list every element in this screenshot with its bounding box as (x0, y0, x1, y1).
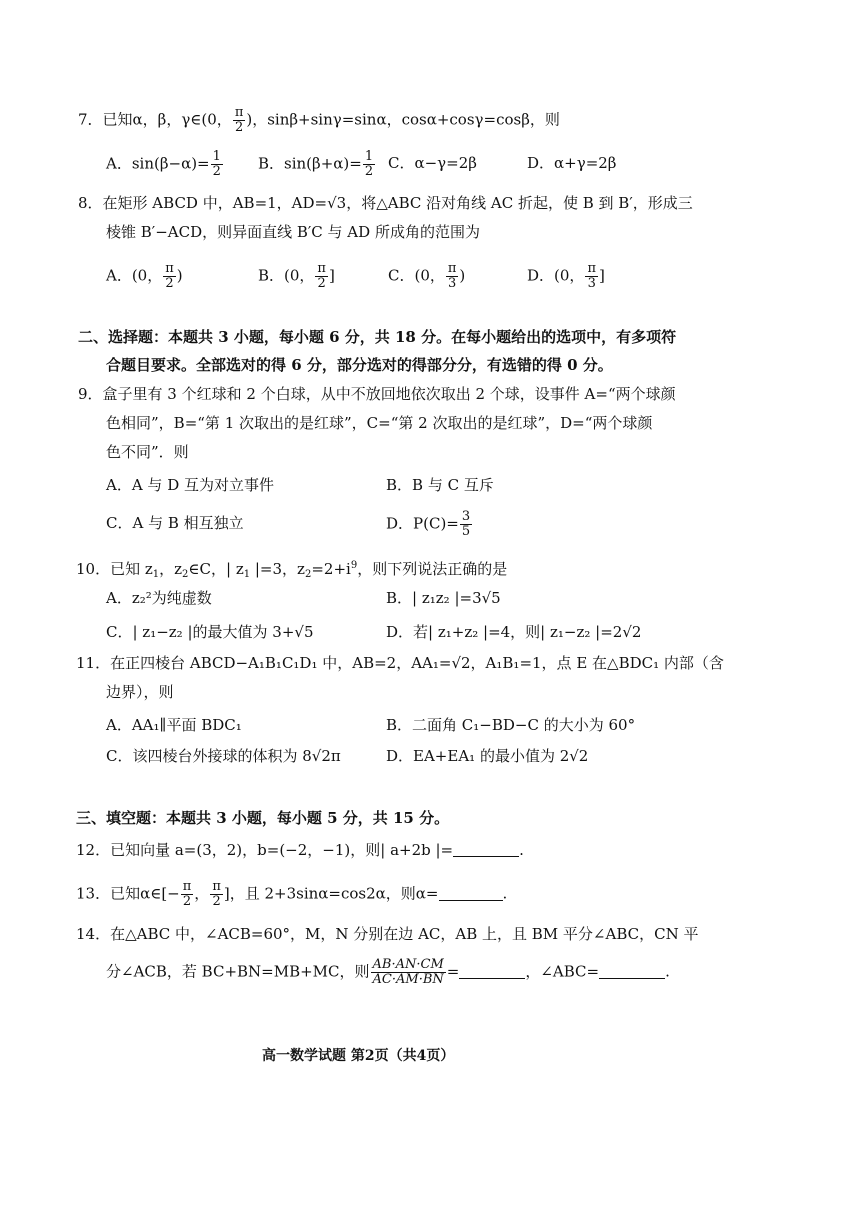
q8-stem-line1: 8．在矩形 ABCD 中，AB=1，AD=√3，将△ABC 沿对角线 AC 折起，使 B 到 B′，形成三 (78, 194, 693, 212)
fraction: $\frac{3}{5}$ (461, 509, 471, 539)
q8-stem-line2: 棱锥 B′−ACD，则异面直线 B′C 与 AD 所成角的范围为 (106, 223, 480, 241)
q11-stem-line2: 边界），则 (106, 683, 174, 701)
q10-option-d: D．若| z₁+z₂ |=4，则| z₁−z₂ |=2√2 (386, 623, 642, 641)
q11-option-a: A．AA₁∥平面 BDC₁ (106, 716, 242, 734)
fraction: $\frac{\pi}{2}$ (212, 879, 221, 909)
fraction: $\frac{\pi}{2}$ (317, 261, 326, 291)
q10-option-c: C．| z₁−z₂ |的最大值为 3+√5 (106, 623, 314, 641)
q11-option-b: B．二面角 C₁−BD−C 的大小为 60° (386, 716, 636, 734)
q9-option-c: C．A 与 B 相互独立 (106, 514, 244, 532)
q9-option-b: B．B 与 C 互斥 (386, 476, 494, 494)
q9-option-d: D．P(C)= $\frac{3}{5}$ (386, 509, 471, 539)
section2-heading-line2: 合题目要求。全部选对的得 6 分，部分选对的得部分分，有选错的得 0 分。 (106, 356, 613, 374)
q7-option-c: C．α−γ=2β (388, 154, 477, 172)
answer-blank[interactable] (459, 964, 525, 979)
q8-option-d: D．(0， $\frac{\pi}{3}$ ] (527, 261, 605, 291)
q9-stem-line1: 9．盒子里有 3 个红球和 2 个白球，从中不放回地依次取出 2 个球，设事件 A=“两个球颜 (78, 385, 676, 403)
answer-blank[interactable] (439, 886, 503, 901)
page-footer: 高一数学试题 第2页（共4页） (262, 1048, 455, 1064)
q13: 13．已知α∈[− $\frac{\pi}{2}$ ， $\frac{\pi}{2}$ ]，且 2+3sinα=cos2α，则α= . (76, 879, 508, 909)
q8-option-b: B．(0， $\frac{\pi}{2}$ ] (258, 261, 335, 291)
answer-blank[interactable] (453, 842, 519, 857)
q7-option-b: B．sin(β+α)= $\frac{1}{2}$ (258, 149, 374, 179)
q9-stem-line3: 色不同”．则 (106, 443, 189, 461)
q7-option-a: A．sin(β−α)= $\frac{1}{2}$ (106, 149, 221, 179)
q10-option-b: B．| z₁z₂ |=3√5 (386, 589, 501, 607)
section3-heading: 三、填空题：本题共 3 小题，每小题 5 分，共 15 分。 (76, 809, 450, 827)
fraction: $\frac{\pi}{3}$ (447, 261, 457, 291)
fraction: $\frac{\pi}{3}$ (587, 261, 596, 291)
q11-option-c: C．该四棱台外接球的体积为 8√2π (106, 747, 341, 765)
q11-option-d: D．EA+EA₁ 的最小值为 2√2 (386, 747, 589, 765)
q10-stem: 10．已知 $z_1$，$z_2\in C$，| $z_1$ |=3，$z_2=2+i^9$，则下列说法正确的是 (76, 560, 508, 580)
q14-stem-line1: 14．在△ABC 中，∠ACB=60°，M，N 分别在边 AC，AB 上，且 BM 平分∠ABC，CN 平 (76, 925, 699, 943)
q14-stem-line2: 分∠ACB，若 BC+BN=MB+MC，则 $\frac{AB\cdot AN\cdot CM}{AC\cdot AM\cdot BN}$ = ，∠ABC= . (106, 957, 670, 987)
q9-stem-line2: 色相同”，B=“第 1 次取出的是红球”，C=“第 2 次取出的是红球”，D=“两个球颜 (106, 414, 653, 432)
fraction: $\frac{\pi}{2}$ (165, 261, 174, 291)
q11-stem-line1: 11．在正四棱台 ABCD−A₁B₁C₁D₁ 中，AB=2，AA₁=√2，A₁B₁=1，点 E 在△BDC₁ 内部（含 (76, 654, 724, 672)
fraction: $\frac{\pi}{2}$ (182, 879, 192, 909)
q7-option-d: D．α+γ=2β (527, 154, 617, 172)
q7-stem: 7．已知α，β，γ∈(0， $\frac{\pi}{2}$ )，sinβ+sinγ=sinα，cosα+cosγ=cosβ，则 (78, 105, 560, 135)
section2-heading-line1: 二、选择题：本题共 3 小题，每小题 6 分，共 18 分。在每小题给出的选项中，有多项符 (78, 328, 677, 346)
q12: 12．已知向量 a=(3，2)，b=(−2，−1)，则| a+2b |= . (76, 841, 524, 859)
fraction: $\frac{AB\cdot AN\cdot CM}{AC\cdot AM\cdot BN}$ (372, 957, 444, 987)
fraction: $\frac{1}{2}$ (364, 149, 374, 179)
q8-option-c: C．(0， $\frac{\pi}{3}$ ) (388, 261, 466, 291)
answer-blank[interactable] (599, 964, 665, 979)
fraction: $\frac{1}{2}$ (212, 149, 221, 179)
q8-option-a: A．(0， $\frac{\pi}{2}$ ) (106, 261, 183, 291)
q9-option-a: A．A 与 D 互为对立事件 (106, 476, 274, 494)
q10-option-a: A．z₂²为纯虚数 (106, 589, 212, 607)
fraction: $\frac{\pi}{2}$ (234, 105, 244, 135)
